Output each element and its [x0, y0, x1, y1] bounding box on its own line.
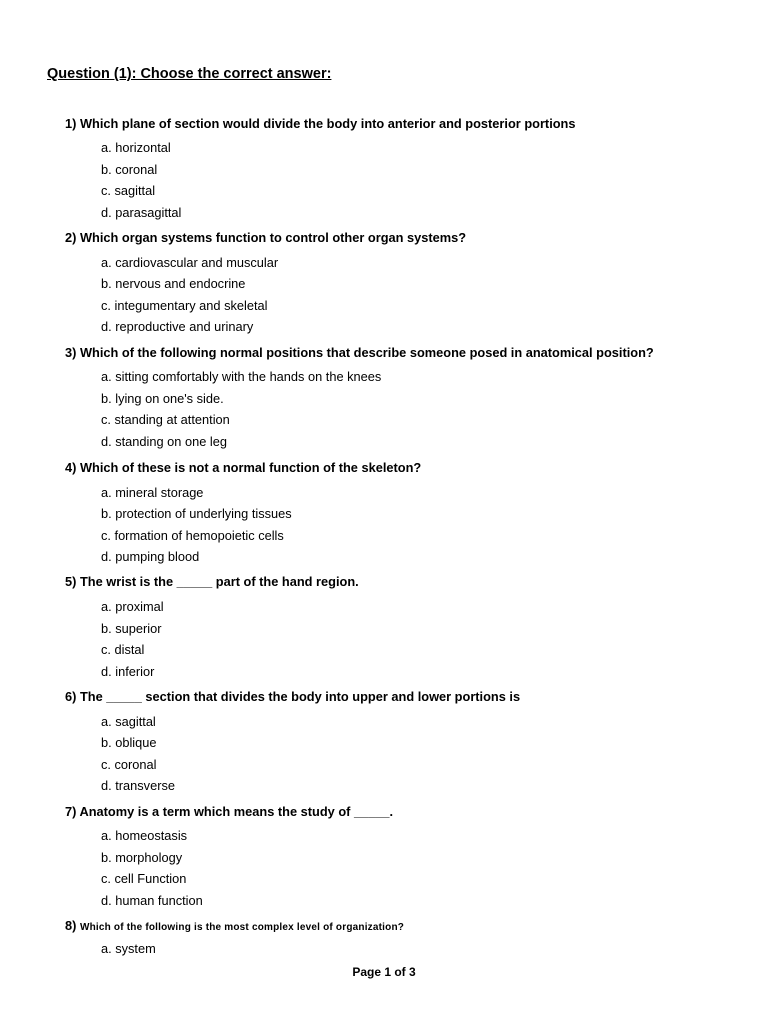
page-number: Page 1 of 3: [352, 965, 416, 979]
option-6a: a. sagittal: [101, 714, 156, 729]
option-1c: c. sagittal: [101, 183, 156, 198]
question-1: [65, 116, 576, 131]
option-6b: b. oblique: [101, 735, 157, 750]
question-text: Which of these is not a normal function of the skeleton?: [79, 460, 422, 475]
question-text: Which of the following is the most complex level of organization?: [79, 922, 405, 933]
question-text: Which of the following normal positions that describe someone posed in anatomical position?: [79, 345, 654, 360]
question-number: 7): [65, 804, 77, 819]
question-number: 5): [65, 574, 77, 589]
option-2a: a. cardiovascular and muscular: [101, 255, 279, 270]
question-number: 1): [65, 116, 77, 131]
question-number: 4): [65, 460, 77, 475]
question-7: [65, 804, 393, 819]
option-2c: c. integumentary and skeletal: [101, 298, 268, 313]
option-3b: b. lying on one's side.: [101, 391, 224, 406]
section-heading: Question (1): Choose the correct answer:: [47, 66, 332, 82]
option-5d: d. inferior: [101, 664, 155, 679]
option-3d: d. standing on one leg: [101, 434, 227, 449]
question-text: Which organ systems function to control other organ systems?: [79, 230, 467, 245]
option-2b: b. nervous and endocrine: [101, 276, 246, 291]
option-4a: a. mineral storage: [101, 485, 204, 500]
question-2: [65, 230, 466, 245]
question-8: [65, 918, 404, 933]
question-5: [65, 574, 359, 589]
option-1d: d. parasagittal: [101, 205, 182, 220]
option-1b: b. coronal: [101, 162, 158, 177]
option-3c: c. standing at attention: [101, 412, 230, 427]
question-4: [65, 460, 421, 475]
option-2d: d. reproductive and urinary: [101, 319, 254, 334]
option-4c: c. formation of hemopoietic cells: [101, 528, 284, 543]
question-text: The wrist is the _____ part of the hand region.: [79, 574, 359, 589]
question-number: 3): [65, 345, 77, 360]
question-text: Anatomy is a term which means the study of _____.: [79, 804, 394, 819]
option-5c: c. distal: [101, 642, 145, 657]
option-6d: d. transverse: [101, 778, 175, 793]
question-number: 8): [65, 918, 77, 933]
question-number: 2): [65, 230, 77, 245]
option-4d: d. pumping blood: [101, 549, 200, 564]
option-6c: c. coronal: [101, 757, 157, 772]
option-7c: c. cell Function: [101, 871, 187, 886]
option-1a: a. horizontal: [101, 140, 171, 155]
question-3: [65, 345, 654, 360]
question-6: [65, 689, 520, 704]
option-7d: d. human function: [101, 893, 203, 908]
question-text: Which plane of section would divide the body into anterior and posterior portions: [79, 116, 576, 131]
option-5b: b. superior: [101, 621, 162, 636]
option-8a: a. system: [101, 941, 156, 956]
question-number: 6): [65, 689, 77, 704]
option-5a: a. proximal: [101, 599, 164, 614]
option-7a: a. homeostasis: [101, 828, 188, 843]
question-text: The _____ section that divides the body into upper and lower portions is: [79, 689, 521, 704]
option-4b: b. protection of underlying tissues: [101, 506, 292, 521]
option-7b: b. morphology: [101, 850, 183, 865]
option-3a: a. sitting comfortably with the hands on the knees: [101, 369, 382, 384]
